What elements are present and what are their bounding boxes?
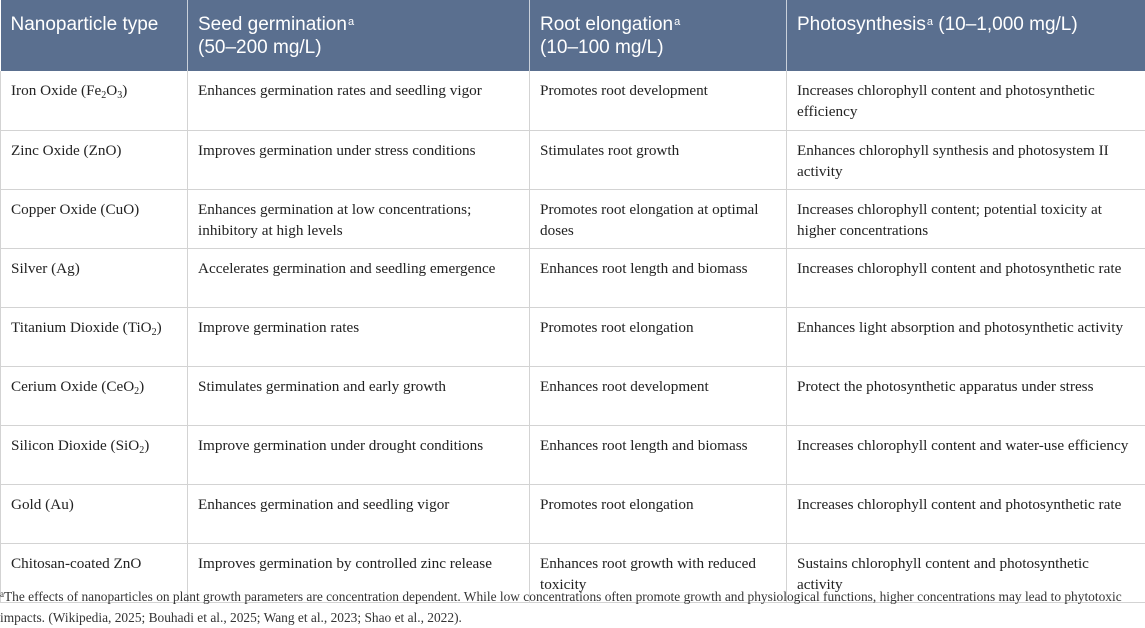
table-row xyxy=(1,425,1145,484)
cell-text: Promotes root development xyxy=(540,82,708,99)
cell-text: Sustains chlorophyll content and photosynthetic activity xyxy=(797,554,1089,593)
footnote-marker: a xyxy=(0,589,4,599)
cell-nanoparticle-type xyxy=(1,425,188,484)
cell-text: Enhances root development xyxy=(540,377,709,395)
nanoparticle-name-part: ) xyxy=(144,436,150,454)
nanoparticle-name-part: ) xyxy=(122,82,128,99)
cell-root-elongation xyxy=(530,425,787,484)
cell-photosynthesis xyxy=(787,71,1145,130)
cell-text: Promotes root elongation xyxy=(540,495,694,513)
header-photosynthesis xyxy=(787,0,1145,71)
cell-root-elongation xyxy=(530,71,787,130)
nanoparticle-name-part: O xyxy=(106,82,118,99)
cell-photosynthesis xyxy=(787,366,1145,425)
formula-subscript: 3 xyxy=(117,90,123,101)
table-row xyxy=(1,189,1145,248)
header-range: (50–200 mg/L) xyxy=(198,37,322,58)
cell-nanoparticle-type xyxy=(1,130,188,189)
table-header xyxy=(1,0,1145,71)
cell-nanoparticle-type xyxy=(1,307,188,366)
header-range: (10–100 mg/L) xyxy=(540,37,664,58)
nanoparticle-name: Gold (Au) xyxy=(11,495,74,513)
cell-text: Enhances germination at low concentrations; inhibitory at high levels xyxy=(198,200,472,239)
cell-text: Enhances light absorption and photosynthetic activity xyxy=(797,318,1124,336)
cell-nanoparticle-type xyxy=(1,366,188,425)
cell-root-elongation xyxy=(530,248,787,307)
formula-subscript: 2 xyxy=(134,385,140,397)
cell-photosynthesis xyxy=(787,130,1145,189)
cell-nanoparticle-type xyxy=(1,189,188,248)
cell-root-elongation xyxy=(530,130,787,189)
cell-text: Increases chlorophyll content and photosynthetic rate xyxy=(797,495,1122,513)
table-row xyxy=(1,130,1145,189)
header-seed-germination xyxy=(188,0,530,71)
cell-text: Enhances root length and biomass xyxy=(540,259,748,277)
header-label: Seed germination xyxy=(198,14,347,35)
cell-nanoparticle-type xyxy=(1,484,188,543)
cell-nanoparticle-type xyxy=(1,71,188,130)
cell-text: Enhances germination and seedling vigor xyxy=(198,495,450,513)
formula-subscript: 2 xyxy=(151,326,157,338)
formula-subscript: 2 xyxy=(139,444,145,456)
formula-subscript: 2 xyxy=(101,90,107,101)
header-label: Root elongation xyxy=(540,14,674,35)
nanoparticle-name: Cerium Oxide (CeO xyxy=(11,377,135,395)
cell-text: Promotes root elongation at optimal doses xyxy=(540,200,759,239)
cell-text: Improves germination by controlled zinc release xyxy=(198,554,492,572)
cell-text: Accelerates germination and seedling emergence xyxy=(198,259,496,277)
cell-text: Promotes root elongation xyxy=(540,318,694,336)
cell-text: Increases chlorophyll content and photosynthetic efficiency xyxy=(797,82,1095,120)
cell-text: Enhances root length and biomass xyxy=(540,436,748,454)
table-row xyxy=(1,248,1145,307)
nanoparticle-name-part: ) xyxy=(139,377,145,395)
cell-root-elongation xyxy=(530,366,787,425)
header-label: Nanoparticle type xyxy=(10,14,159,35)
cell-text: Enhances germination rates and seedling vigor xyxy=(198,82,482,99)
cell-seed-germination xyxy=(188,425,530,484)
header-nanoparticle-type xyxy=(1,0,188,71)
cell-seed-germination xyxy=(188,248,530,307)
table-row xyxy=(1,484,1145,543)
footnote-text: The effects of nanoparticles on plant growth parameters are concentration dependent. While low concentrations often promote growth and physiological functions, higher concentrations may lead to phytotoxic impacts. (Wikipedia, 2025; Bouhadi et al., 2025; Wang et al., 2023; Shao et al., 2022). xyxy=(0,589,1122,625)
cell-seed-germination xyxy=(188,71,530,130)
cell-photosynthesis xyxy=(787,425,1145,484)
nanoparticle-name: Zinc Oxide (ZnO) xyxy=(11,141,122,159)
nanoparticle-name: Titanium Dioxide (TiO xyxy=(11,318,152,336)
cell-seed-germination xyxy=(188,484,530,543)
cell-text: Protect the photosynthetic apparatus under stress xyxy=(797,377,1094,395)
header-root-elongation xyxy=(530,0,787,71)
cell-text: Stimulates root growth xyxy=(540,141,680,159)
footnote-marker: a xyxy=(347,16,355,28)
cell-root-elongation xyxy=(530,484,787,543)
cell-seed-germination xyxy=(188,130,530,189)
table-row xyxy=(1,307,1145,366)
table-row xyxy=(1,366,1145,425)
footnote-marker: a xyxy=(926,16,933,28)
cell-text: Increases chlorophyll content and photosynthetic rate xyxy=(797,259,1122,277)
cell-text: Enhances chlorophyll synthesis and photosystem II activity xyxy=(797,141,1109,180)
cell-photosynthesis xyxy=(787,189,1145,248)
cell-text: Increases chlorophyll content; potential toxicity at higher concentrations xyxy=(797,200,1102,239)
cell-photosynthesis xyxy=(787,248,1145,307)
header-label: Photosynthesis xyxy=(797,14,926,35)
table-body xyxy=(1,71,1145,602)
cell-text: Improve germination rates xyxy=(198,318,360,336)
nanoparticle-name: Iron Oxide (Fe xyxy=(11,82,102,99)
cell-seed-germination xyxy=(188,307,530,366)
table-row xyxy=(1,71,1145,130)
nanoparticle-name: Chitosan-coated ZnO xyxy=(11,554,142,572)
cell-nanoparticle-type xyxy=(1,248,188,307)
cell-photosynthesis xyxy=(787,307,1145,366)
cell-root-elongation xyxy=(530,189,787,248)
nanoparticle-name: Silicon Dioxide (SiO xyxy=(11,436,140,454)
header-range: (10–1,000 mg/L) xyxy=(932,14,1078,35)
cell-seed-germination xyxy=(188,189,530,248)
cell-photosynthesis xyxy=(787,484,1145,543)
footnote-marker: a xyxy=(674,16,681,28)
cell-seed-germination xyxy=(188,366,530,425)
cell-root-elongation xyxy=(530,307,787,366)
cell-text: Increases chlorophyll content and water-use efficiency xyxy=(797,436,1129,454)
nanoparticle-name: Silver (Ag) xyxy=(11,259,80,277)
cell-text: Improves germination under stress conditions xyxy=(198,141,476,159)
cell-text: Stimulates germination and early growth xyxy=(198,377,447,395)
nanoparticle-name-part: ) xyxy=(156,318,162,336)
nanoparticle-name: Copper Oxide (CuO) xyxy=(11,200,140,218)
table-footnote xyxy=(0,586,1140,628)
cell-text: Enhances root growth with reduced toxicity xyxy=(540,554,756,593)
header-row xyxy=(1,0,1145,71)
cell-text: Improve germination under drought conditions xyxy=(198,436,484,454)
